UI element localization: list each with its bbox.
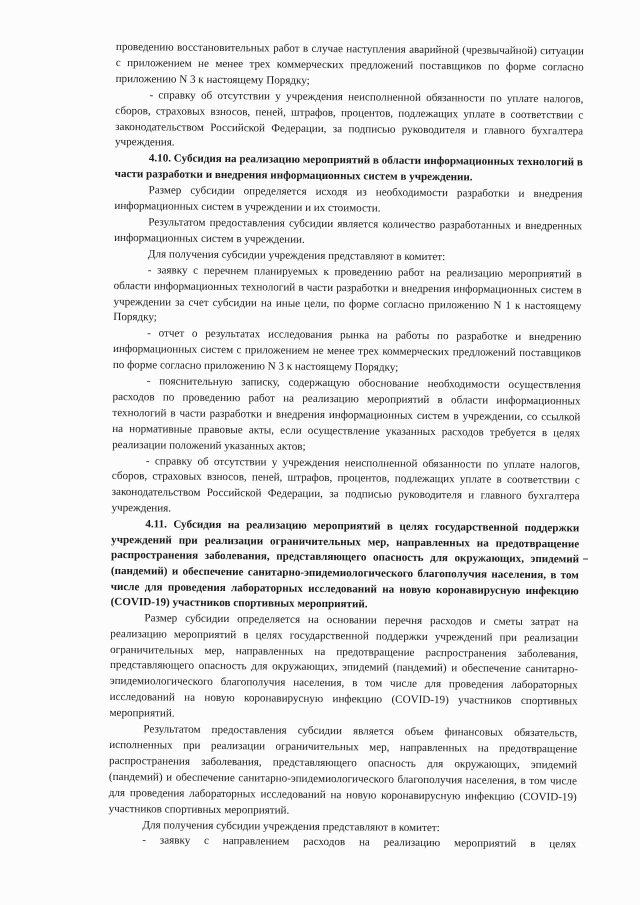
paragraph-subsidy-size-4-11: Размер субсидии определяется на основании перечня расходов и сметы затрат на реализацию мероприятий в целях государственной поддержки учреждений при реализации ограничительных мер, направленных на предотвращение распространения заболевания, представляющего опасность для окружающих, эпидемий (пандемий) и обеспечение санитарно-эпидемиологического благополучия населения, в том числе для проведения лабораторных исследований на новую коронавирусную инфекцию (COVID-19) участников спортивных мероприятий. [109, 612, 579, 720]
paragraph-subsidy-result-4-11: Результатом предоставления субсидии является объем финансовых обязательств, исполненных при реализации ограничительных мер, направленных на предотвращение распространения заболевания, представляющего опасность для окружающих, эпидемий (пандемий) и обеспечение санитарно-эпидемиологического благополучия населения, в том числе для проведения лабораторных исследований на новую коронавирусную инфекцию (COVID-19) участников спортивных мероприятий. [108, 723, 578, 817]
list-item-explanatory-note: - пояснительную записку, содержащую обоснование необходимости осуществления расходов по проведению работ на реализацию мероприятий в области информационных технологий в части разработки и внедрения информационных систем в учреждении, со ссылкой на нормативные правовые акты, если осуществление указанных расходов требуется в целях реализации положений указанных актов; [112, 375, 581, 453]
section-heading-4-11: 4.11. Субсидия на реализацию мероприятий в целях государственной поддержки учреждений при реализации ограничительных мер, направленных на предотвращение распространения заболевания, представляющего опасность для окружающих, эпидемий (пандемий) и обеспечение санитарно-эпидемиологического благополучия населения, в том числе для проведения лабораторных исследований на новую коронавирусную инфекцию (COVID-19) участников спортивных мероприятий. [110, 518, 580, 611]
list-item-application: - заявку с перечнем планируемых к проведению работ на реализацию мероприятий в области информационных технологий в части разработки и внедрения информационных систем в учреждении за счет субсидии на иные цели, по форме согласно приложению N 1 к настоящему Порядку; [113, 264, 582, 324]
list-item-market-report: - отчет о результатах исследования рынка на работы по разработке и внедрению информационных систем с приложением не менее трех коммерческих предложений поставщиков по форме согласно приложению N 3 к настоящему Порядку; [112, 327, 582, 374]
paragraph-subsidy-size: Размер субсидии определяется исходя из необходимости разработки и внедрения информационных систем в учреждении и их стоимости. [114, 184, 583, 215]
list-item-application-4-11: - заявку с направлением расходов на реализацию мероприятий в целях [142, 834, 577, 851]
paragraph-continuation: проведению восстановительных работ в случае наступления аварийной (чрезвычайной) ситуации с приложением не менее трех коммерческих предложений поставщиков по форме согласно приложению N 3 к настоящему Порядку; [115, 40, 584, 87]
list-item-tax-certificate: - справку об отсутствии у учреждения неисполненной обязанности по уплате налогов, сборов, страховых взносов, пеней, штрафов, процентов, подлежащих уплате в соответствии с законодательством Российской Федерации, за подписью руководителя и главного бухгалтера учреждения. [111, 454, 580, 515]
paragraph-tax-certificate: - справку об отсутствии у учреждения неисполненной обязанности по уплате налогов, сборов, страховых взносов, пеней, штрафов, процентов, подлежащих уплате в соответствии с законодательством Российской Федерации, за подписью руководителя и главного бухгалтера учреждения. [114, 89, 584, 150]
scan-artifact-mark [583, 558, 588, 560]
paragraph-submission-intro-4-11: Для получения субсидии учреждения представляют в комитет: [142, 818, 440, 834]
section-heading-4-10: 4.10. Субсидия на реализацию мероприятий в области информационных технологий в части разработки и внедрения информационных систем в учреждении. [114, 152, 583, 184]
paragraph-submission-intro: Для получения субсидии учреждения представляют в комитет: [147, 248, 446, 263]
document-body [108, 40, 584, 854]
paragraph-subsidy-result: Результатом предоставления субсидии является количество разработанных и внедренных информационных систем в учреждении. [114, 216, 583, 246]
